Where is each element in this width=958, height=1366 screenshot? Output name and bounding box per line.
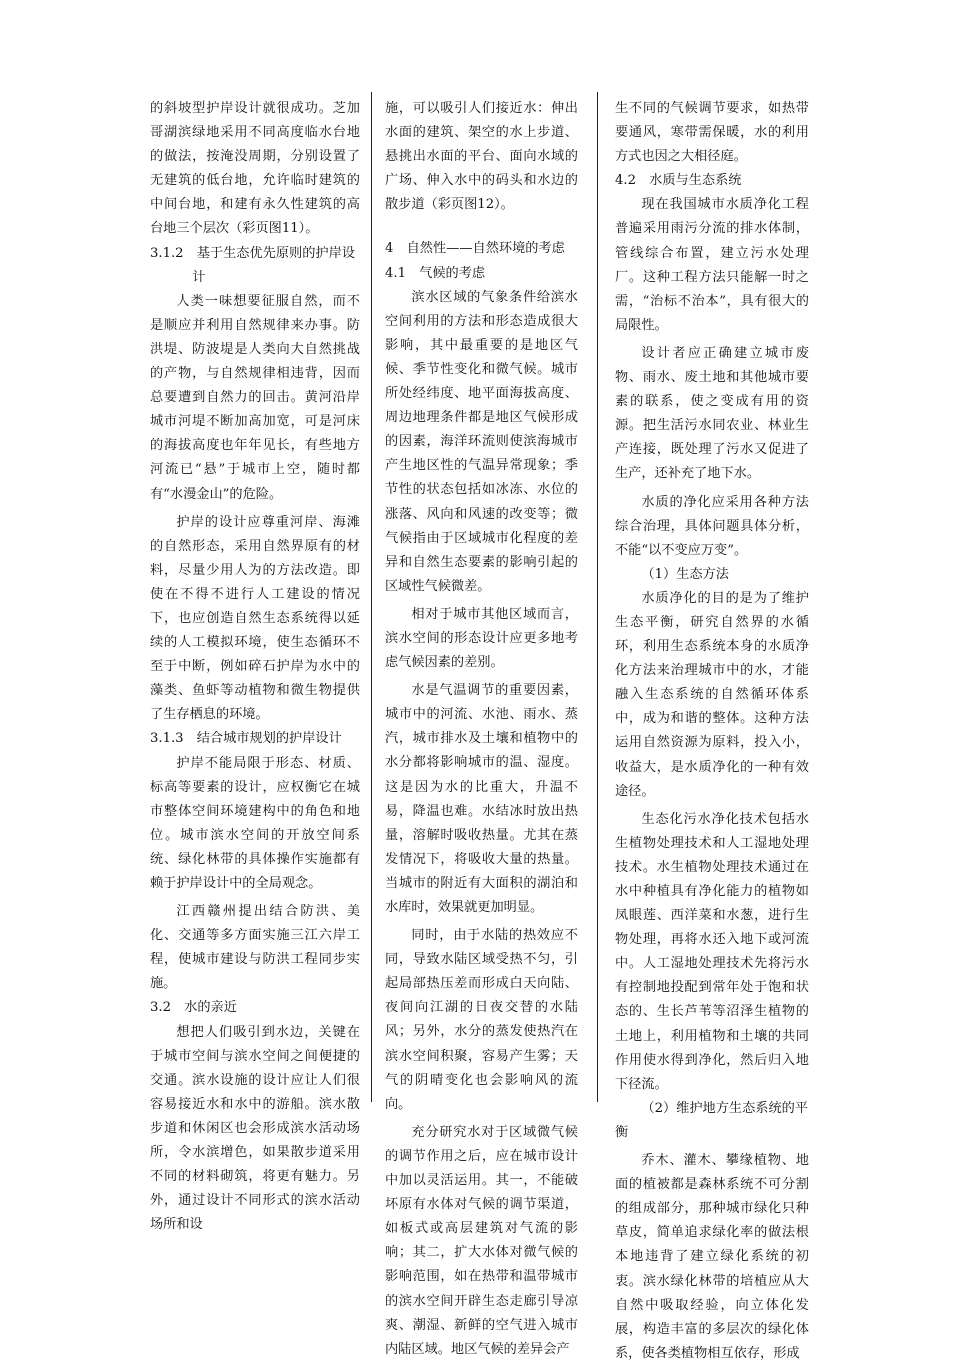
paragraph: 想把人们吸引到水边，关键在于城市空间与滨水空间之间便捷的交通。滨水设施的设计应让人们很容易接近水和水中的游船。滨水散步道和休闲区也会形成滨水活动场所，令水滨增色，如果散步道采用不同的材料砌筑，将更有魅力。另外，通过设计不同形式的滨水活动场所和设 [150, 1024, 360, 1233]
paragraph: 生态化污水净化技术包括水生植物处理技术和人工湿地处理技术。水生植物处理技术通过在水中种植具有净化能力的植物如凤眼莲、西洋菜和水葱，进行生物处理，再将水还入地下或河流中。人工湿地处理技术先将污水有控制地投配到常年处于饱和状态的、生长芦苇等沼泽生植物的土地上，利用植物和土壤的共同作用使水得到净化，然后归入地下径流。 [615, 811, 809, 1092]
paragraph: 同时，由于水陆的热效应不同，导致水陆区域受热不匀，引起局部热压差而形成白天向陆、夜间向江湖的日夜交替的水陆风；另外，水分的蒸发使热汽在滨水空间积聚，容易产生雾；天气的阴晴变化也会影响风的流向。 [385, 928, 578, 1112]
section-heading-4-1: 4.1 气候的考虑 [385, 265, 486, 281]
text-column-3 [615, 97, 809, 1366]
paragraph: 相对于城市其他区域而言，滨水空间的形态设计应更多地考虑气候因素的差别。 [385, 606, 578, 671]
paragraph: 的斜坡型护岸设计就很成功。芝加哥湖滨绿地采用不同高度临水台地的做法，按淹没周期，分别设置了无建筑的低台地，允许临时建筑的中间台地，和建有永久性建筑的高台地三个层次（彩页图11）。 [150, 101, 360, 237]
subheading-ecological-method: （1）生态方法 [641, 566, 729, 582]
paragraph: 护岸不能局限于形态、材质、标高等要素的设计，应权衡它在城市整体空间环境建构中的角色和地位。城市滨水空间的开放空间系统、绿化林带的具体操作实施都有赖于护岸设计中的全局观念。 [150, 755, 360, 891]
paragraph: 生不同的气候调节要求，如热带要通风，寒带需保暖，水的利用方式也因之大相径庭。 [615, 101, 809, 165]
section-heading-4: 4 自然性——自然环境的考虑 [385, 241, 565, 257]
section-heading-3-2: 3.2 水的亲近 [150, 1000, 237, 1016]
paragraph: 滨水区域的气象条件给滨水空间利用的方法和形态造成很大影响，其中最重要的是地区气候、季节性变化和微气候。城市所处经纬度、地平面海拔高度、周边地理条件都是地区气候形成的因素，海洋环流则使滨海城市产生地区性的气温异常现象；季节性的状态包括如冰冻、水位的涨落、风向和风速的改变等；微气候指由于区域城市化程度的差异和自然生态要素的影响引起的区域性气候微差。 [385, 289, 578, 594]
text-column-1 [150, 97, 360, 1237]
section-heading-3-1-3: 3.1.3 结合城市规划的护岸设计 [150, 731, 342, 747]
text-column-2 [385, 97, 578, 1362]
subheading-local-ecosystem-balance: （2）维护地方生态系统的平衡 [615, 1100, 809, 1140]
paragraph: 水质净化的目的是为了维护生态平衡，研究自然界的水循环，利用生态系统本身的水质净化方法来治理城市中的水，才能融入生态系统的自然循环体系中，成为和谐的整体。这种方法运用自然资源为原料，投入小，收益大，是水质净化的一种有效途径。 [615, 590, 809, 799]
paragraph: 设计者应正确建立城市废物、雨水、废土地和其他城市要素的联系，使之变成有用的资源。把生活污水同农业、林业生产连接，既处理了污水又促进了生产，还补充了地下水。 [615, 345, 809, 482]
paragraph: 乔木、灌木、攀缘植物、地面的植被都是森林系统不可分割的组成部分，那种城市绿化只种草皮，简单追求绿化率的做法根本地违背了建立绿化系统的初衷。滨水绿化林带的培植应从大自然中吸取经验，向立体化发展，构造丰富的多层次的绿化体系，使各类植物相互依存，形成 [615, 1153, 809, 1361]
paragraph: 水是气温调节的重要因素，城市中的河流、水池、雨水、蒸汽，城市排水及土壤和植物中的水分都将影响城市的温、湿度。这是因为水的比重大，升温不易，降温也难。水结冰时放出热量，溶解时吸收热量。尤其在蒸发情况下，将吸收大量的热量。当城市的附近有大面积的湖泊和水库时，效果就更加明显。 [385, 683, 578, 915]
paragraph: 人类一味想要征服自然，而不是顺应并利用自然规律来办事。防洪堤、防波堤是人类向大自然挑战的产物，与自然规律相违背，因而总要遭到自然力的回击。黄河沿岸城市河堤不断加高加宽，可是河床的海拔高度也年年见长，有些地方河流已“悬”于城市上空，随时都有“水漫金山”的危险。 [150, 293, 360, 502]
column-divider [371, 92, 372, 1102]
paragraph: 施，可以吸引人们接近水：伸出水面的建筑、架空的水上步道、悬挑出水面的平台、面向水域的广场、伸入水中的码头和水边的散步道（彩页图12）。 [385, 101, 578, 213]
paragraph: 现在我国城市水质净化工程普遍采用雨污分流的排水体制，管线综合布置，建立污水处理厂。这种工程方法只能解一时之需，“治标不治本”，具有很大的局限性。 [615, 197, 809, 333]
column-divider [597, 92, 598, 1102]
paragraph: 充分研究水对于区域微气候的调节作用之后，应在城市设计中加以灵活运用。其一，不能破坏原有水体对气候的调节渠道，如板式或高层建筑对气流的影响；其二，扩大水体对微气候的影响范围，如在热带和温带城市的滨水空间开辟生态走廊引导凉爽、潮湿、新鲜的空气进入城市内陆区域。地区气候的差异会产 [385, 1124, 578, 1357]
section-heading-4-2: 4.2 水质与生态系统 [615, 173, 742, 189]
paragraph: 护岸的设计应尊重河岸、海滩的自然形态，采用自然界原有的材料，尽量少用人为的方法改造。即使在不得不进行人工建设的情况下，也应创造自然生态系统得以延续的人工模拟环境，使生态循环不至于中断，例如碎石护岸为水中的藻类、鱼虾等动植物和微生物提供了生存栖息的环境。 [150, 514, 360, 723]
paragraph: 江西赣州提出结合防洪、美化、交通等多方面实施三江六岸工程，使城市建设与防洪工程同步实施。 [150, 904, 360, 992]
paragraph: 水质的净化应采用各种方法综合治理，具体问题具体分析，不能“以不变应万变”。 [615, 494, 809, 558]
section-heading-3-1-2: 3.1.2 基于生态优先原则的护岸设计 [150, 245, 355, 285]
